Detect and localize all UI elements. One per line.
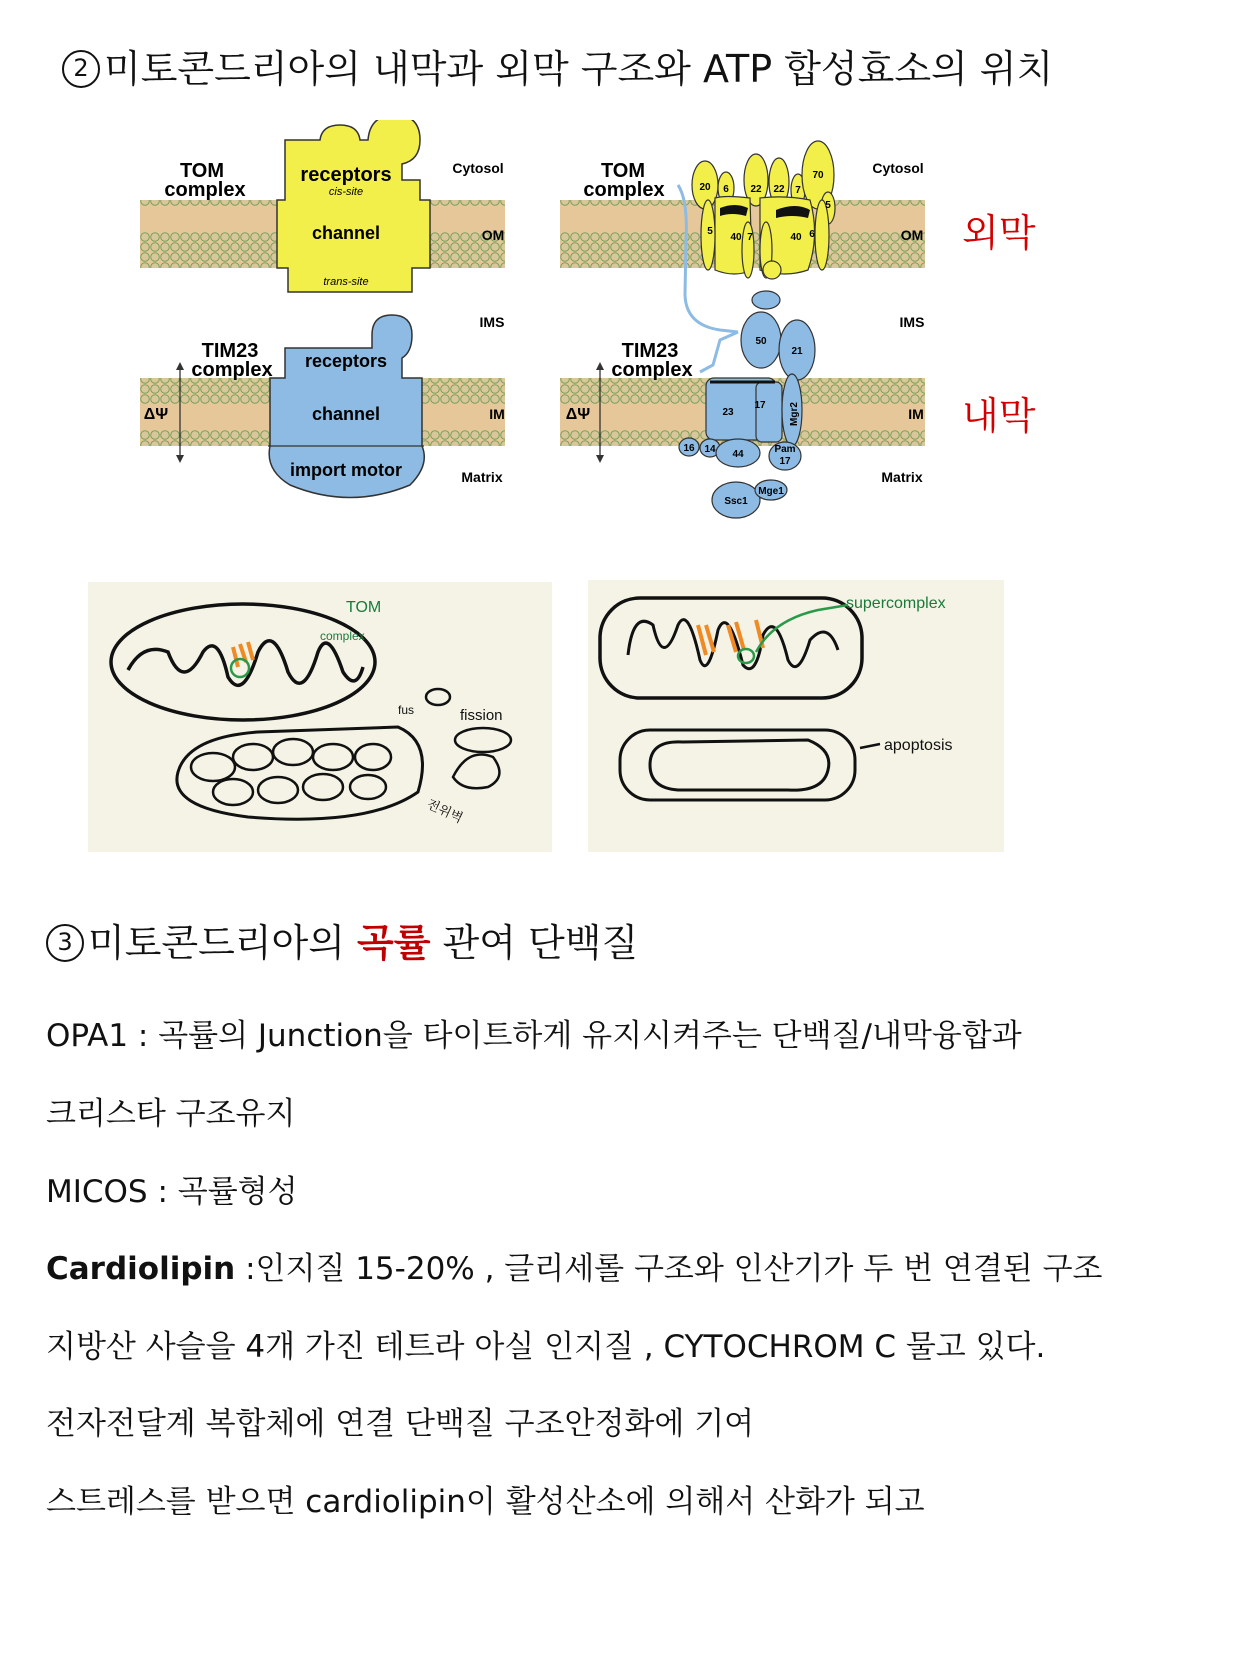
left-tom-complex-label: complex [164,179,246,201]
line-micos: MICOS : 곡률형성 [46,1174,298,1210]
svg-text:5: 5 [825,200,831,211]
line-fatty-acid: 지방산 사슬을 4개 가진 테트라 아실 인지질 , CYTOCHROM C 물고 있다. [46,1329,1046,1365]
section3-title: 3 미토콘드리아의 곡률 관여 단백질 [46,912,638,967]
svg-text:5: 5 [707,226,713,237]
right-matrix-label: Matrix [881,469,923,485]
sketch-apoptosis-label: apoptosis [884,737,953,754]
svg-text:22: 22 [773,184,785,195]
cardiolipin-term: Cardiolipin [46,1251,236,1287]
svg-text:20: 20 [699,182,711,193]
svg-text:6: 6 [723,184,729,195]
tom-complex-shape [277,120,430,292]
left-om-label: OM [481,227,505,243]
left-cytosol-label: Cytosol [452,160,504,176]
left-panel [140,120,505,498]
sketch-korean-label: 전위벽 [424,796,466,826]
line-etc: 전자전달계 복합체에 연결 단백질 구조안정화에 기여 [46,1406,755,1442]
svg-text:17: 17 [754,400,766,411]
sketch-right [588,580,1004,852]
line-cardiolipin: Cardiolipin :인지질 15-20% , 글리세롤 구조와 인산기가 두 번 연결된 구조 [46,1251,1103,1287]
section2-number: 2 [62,50,100,88]
left-channel2-label: channel [311,404,381,424]
left-trans-site-label: trans-site [323,276,369,288]
svg-text:Ssc1: Ssc1 [724,496,748,507]
svg-text:21: 21 [791,346,803,357]
svg-text:6: 6 [809,229,815,240]
svg-text:Mge1: Mge1 [758,486,784,497]
left-dpsi-label: ΔΨ [143,406,169,423]
left-receptors2-label: receptors [304,351,388,371]
left-tom-label: TOM [179,160,225,182]
tom-tim-diagram [140,120,1100,570]
right-ims-label: IMS [899,314,925,330]
svg-text:Pam: Pam [774,444,796,455]
right-om-label: OM [900,227,924,243]
svg-text:23: 23 [722,407,734,418]
curvature-highlight: 곡률 [357,921,431,965]
right-panel [560,141,925,518]
left-import-motor-label: import motor [290,460,402,480]
line-stress: 스트레스를 받으면 cardiolipin이 활성산소에 의해서 산화가 되고 [46,1484,925,1520]
sketch-fission-label: fission [460,707,503,724]
left-im-label: IM [489,406,505,422]
sketch-complex-label: complex [320,629,365,643]
svg-text:22: 22 [750,184,762,195]
svg-text:17: 17 [779,456,791,467]
svg-text:7: 7 [795,185,801,196]
sketch-tom-label: TOM [346,599,382,616]
section2-title: 2 미토콘드리아의 내막과 외막 구조와 ATP 합성효소의 위치 [62,38,1053,93]
inner-membrane-label: 내막 [962,394,1036,438]
left-channel-label: channel [311,223,381,243]
svg-text:44: 44 [732,449,744,460]
right-tom-complex-label: complex [583,179,665,201]
svg-text:7: 7 [747,232,753,243]
left-cis-site-label: cis-site [328,186,364,198]
left-tim23-complex-label: complex [191,359,273,381]
left-receptors-label: receptors [300,164,392,186]
svg-text:14: 14 [704,444,716,455]
line-crista: 크리스타 구조유지 [46,1096,296,1132]
sketch-supercomplex-label: supercomplex [846,595,946,612]
left-tim23-label: TIM23 [201,340,259,362]
svg-text:16: 16 [683,443,695,454]
svg-text:40: 40 [730,232,742,243]
right-tim23-label: TIM23 [621,340,679,362]
right-im-label: IM [908,406,924,422]
sketch-left [88,582,552,852]
right-dpsi-label: ΔΨ [565,406,591,423]
line-opa1: OPA1 : 곡률의 Junction을 타이트하게 유지시켜주는 단백질/내막융합과 [46,1018,1022,1054]
right-tom-label: TOM [600,160,646,182]
outer-membrane-label: 외막 [962,211,1036,255]
sketch-fusion-label: fus [398,703,415,717]
svg-text:50: 50 [755,336,767,347]
section3-number: 3 [46,924,84,962]
right-tim23-complex-label: complex [611,359,693,381]
left-matrix-label: Matrix [461,469,503,485]
svg-text:70: 70 [812,170,824,181]
svg-text:Mgr2: Mgr2 [789,402,800,426]
svg-text:40: 40 [790,232,802,243]
left-ims-label: IMS [479,314,505,330]
right-cytosol-label: Cytosol [872,160,924,176]
